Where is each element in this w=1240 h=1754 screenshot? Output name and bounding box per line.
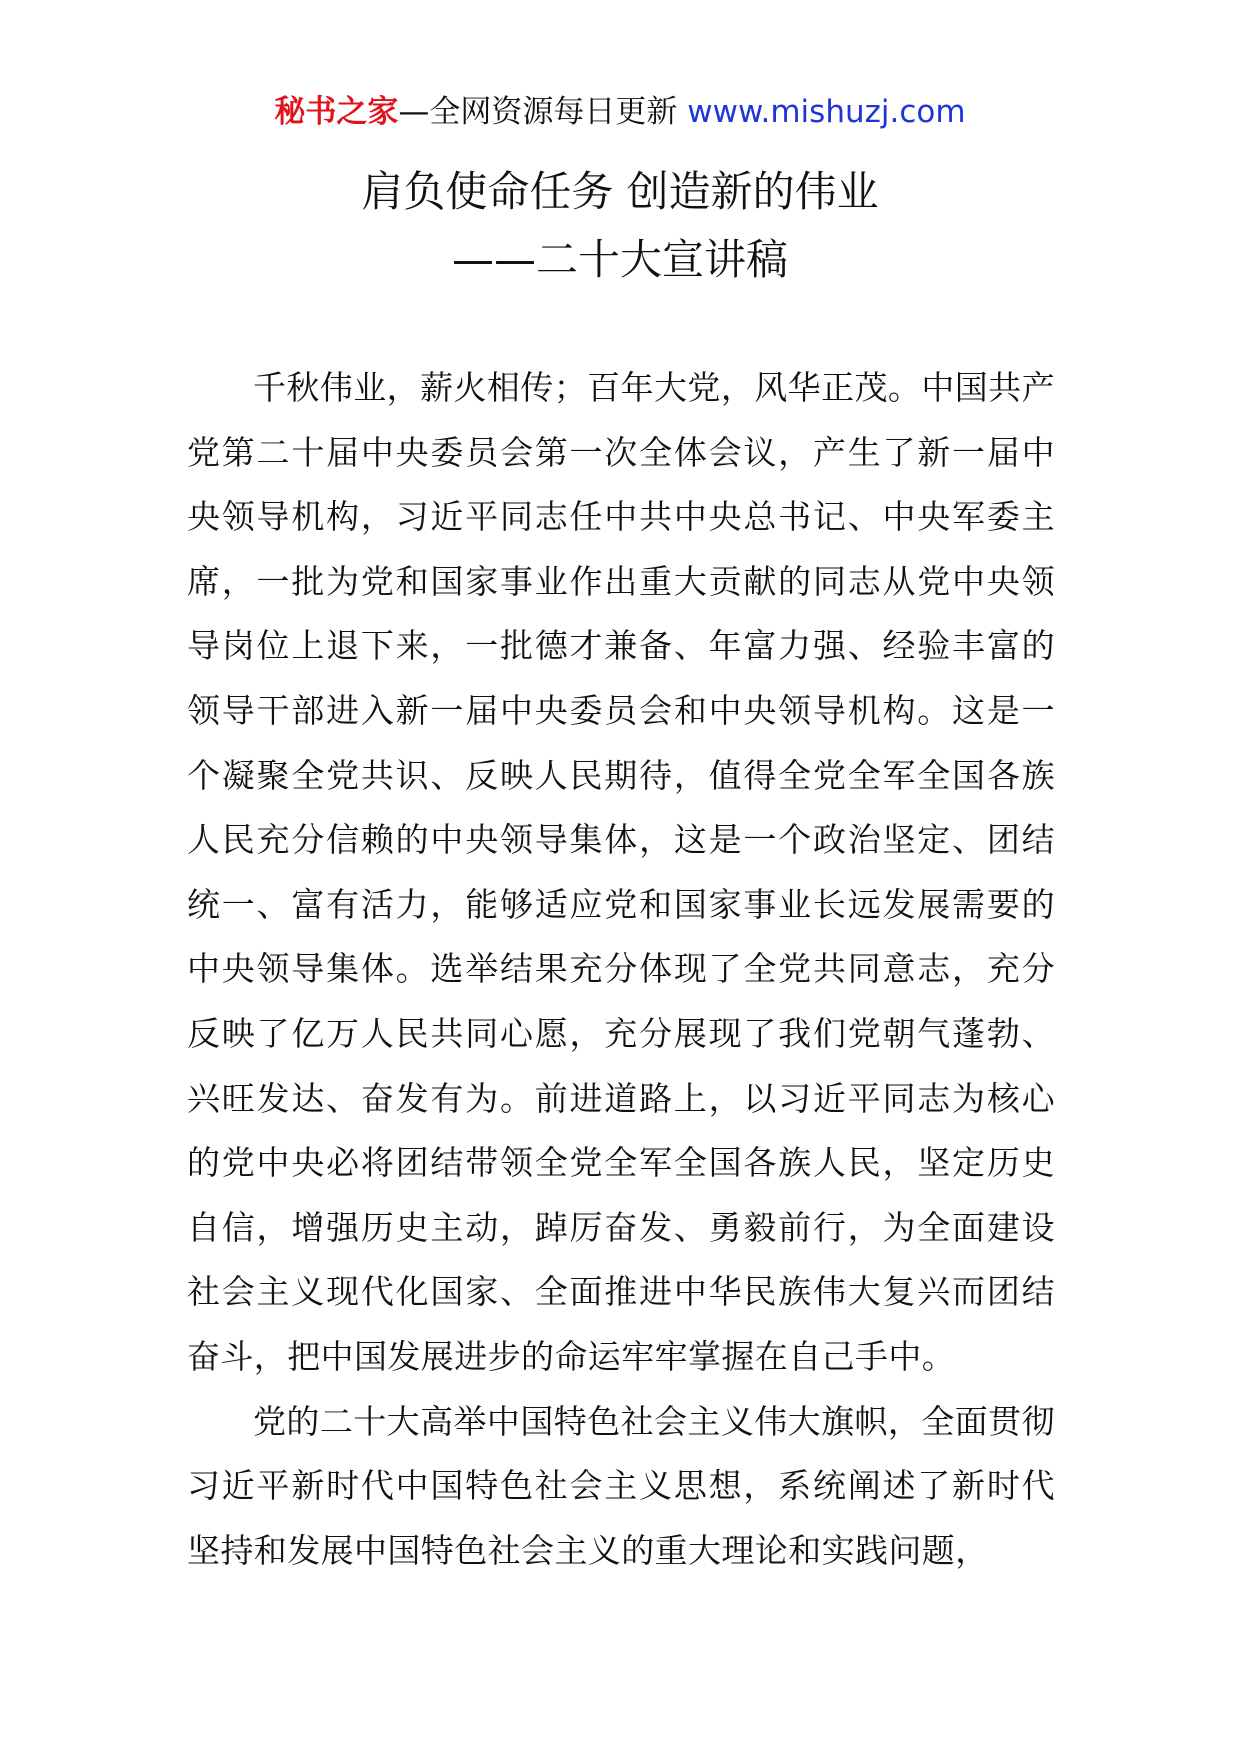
body-paragraph: 党的二十大高举中国特色社会主义伟大旗帜，全面贯彻习近平新时代中国特色社会主义思想，系统阐述了新时代坚持和发展中国特色社会主义的重大理论和实践问题，	[187, 1401, 1055, 1570]
document-title: 肩负使命任务 创造新的伟业	[361, 167, 879, 216]
site-url-link[interactable]: www.mishuzj.com	[687, 94, 966, 130]
site-tagline: —全网资源每日更新	[398, 94, 688, 130]
site-banner	[0, 92, 1240, 132]
body-paragraph: 千秋伟业，薪火相传；百年大党，风华正茂。中国共产党第二十届中央委员会第一次全体会议，产生了新一届中央领导机构，习近平同志任中共中央总书记、中央军委主席，一批为党和国家事业作出重大贡献的同志从党中央领导岗位上退下来，一批德才兼备、年富力强、经验丰富的领导干部进入新一届中央委员会和中央领导机构。这是一个凝聚全党共识、反映人民期待，值得全党全军全国各族人民充分信赖的中央领导集体，这是一个政治坚定、团结统一、富有活力，能够适应党和国家事业长远发展需要的中央领导集体。选举结果充分体现了全党共同意志，充分反映了亿万人民共同心愿，充分展现了我们党朝气蓬勃、兴旺发达、奋发有为。前进道路上，以习近平同志为核心的党中央必将团结带领全党全军全国各族人民，坚定历史自信，增强历史主动，踔厉奋发、勇毅前行，为全面建设社会主义现代化国家、全面推进中华民族伟大复兴而团结奋斗，把中国发展进步的命运牢牢掌握在自己手中。	[187, 368, 1055, 1376]
site-brand-name: 秘书之家	[274, 94, 399, 130]
document-heading	[0, 158, 1240, 294]
document-subtitle: ——二十大宣讲稿	[451, 235, 788, 284]
document-body	[187, 356, 1055, 1583]
